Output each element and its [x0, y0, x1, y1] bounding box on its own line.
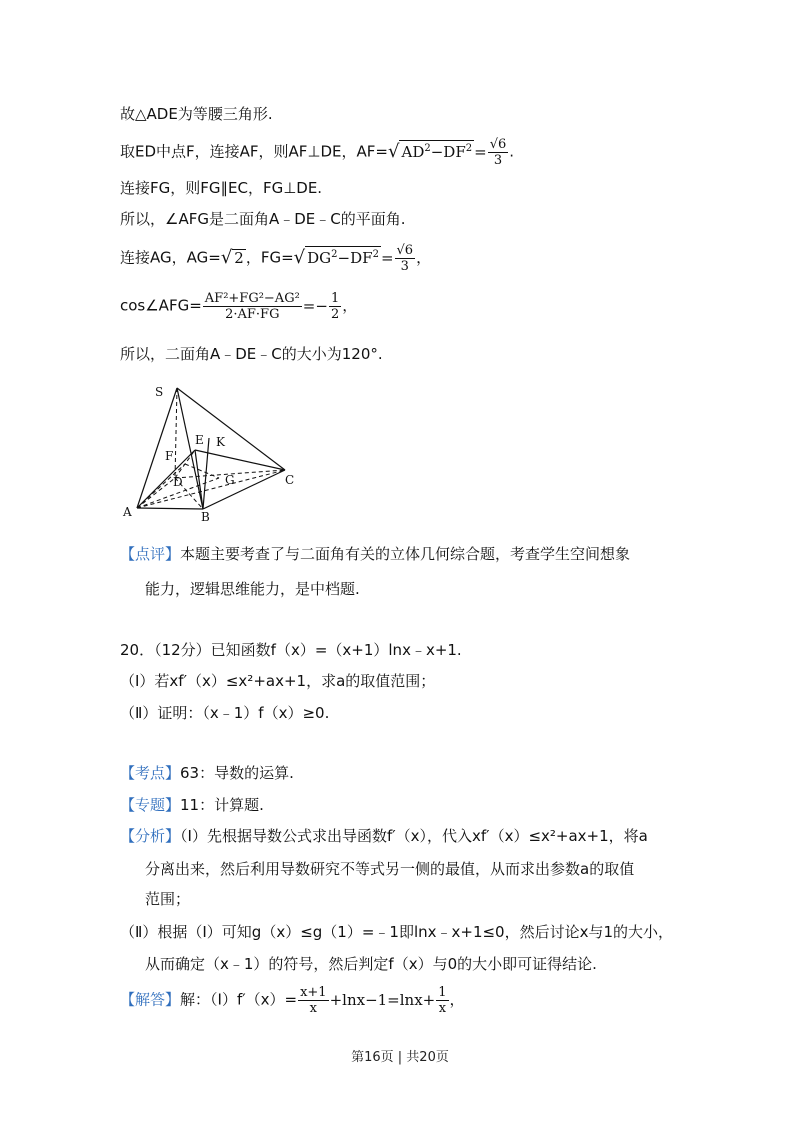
- jieda-text: 解：（Ⅰ）f′（x）=: [180, 990, 298, 1009]
- zhuanti-line: [120, 794, 264, 816]
- fraction-1-over-x: [436, 985, 448, 1016]
- fenxi-text-1: （Ⅰ）先根据导数公式求出导函数f′（x），代入xf′（x）≤x²+ax+1，将a: [180, 827, 648, 845]
- fraction-num: x+1: [300, 985, 327, 1000]
- text-line-2: [120, 137, 514, 168]
- edge-fg: [185, 464, 219, 478]
- comment-tag: 【点评】: [120, 545, 181, 563]
- label-k: K: [216, 435, 225, 449]
- rad-term-2: −DF: [337, 248, 373, 267]
- exp-2b: 2: [465, 142, 473, 154]
- fraction-den: 2·AF·FG: [225, 307, 280, 322]
- comment-text-1: 本题主要考查了与二面角有关的立体几何综合题，考查学生空间想象: [180, 545, 631, 563]
- label-s: S: [155, 385, 164, 399]
- equals: =: [474, 142, 487, 161]
- cos-text: cos∠AFG=: [120, 296, 202, 315]
- page-footer: 第16页 | 共20页: [351, 1050, 449, 1065]
- comma: ，: [342, 296, 358, 315]
- kaodian-text: 63：导数的运算.: [180, 764, 294, 782]
- edge-sa: [137, 388, 177, 508]
- radical-sign: √: [220, 246, 233, 268]
- label-g: G: [225, 473, 235, 487]
- fenxi-line-5: 从而确定（x﹣1）的符号，然后判定f（x）与0的大小即可证得结论.: [145, 955, 597, 973]
- label-f: F: [165, 449, 174, 463]
- comma: ，: [449, 990, 465, 1009]
- text-line-1: 故△ADE为等腰三角形.: [120, 105, 273, 123]
- jieda-tag: 【解答】: [120, 990, 181, 1009]
- label-d: D: [173, 475, 183, 489]
- text-line-7: 所以，二面角A﹣DE﹣C的大小为120°.: [120, 345, 383, 363]
- period: .: [509, 142, 515, 161]
- label-c: C: [285, 473, 295, 487]
- rad-term-1: AD: [401, 142, 425, 161]
- rad-term-2: −DF: [430, 142, 466, 161]
- problem-part-2: （Ⅱ）证明：（x﹣1）f（x）≥0.: [120, 704, 330, 722]
- fraction-den: x: [309, 1001, 317, 1016]
- edge-sb: [177, 388, 203, 509]
- kaodian-tag: 【考点】: [120, 764, 181, 782]
- label-b: B: [201, 510, 210, 524]
- edge-bc: [203, 470, 285, 509]
- zhuanti-tag: 【专题】: [120, 796, 181, 814]
- jieda-mid: +lnx−1=lnx+: [329, 990, 436, 1009]
- equals: =: [380, 248, 394, 267]
- fenxi-line-3: 范围；: [145, 890, 191, 908]
- ag-text: 连接AG，AG=: [120, 248, 221, 267]
- fenxi-tag: 【分析】: [120, 827, 181, 845]
- fraction-den: 3: [400, 259, 409, 274]
- fraction-num: √6: [396, 243, 414, 258]
- equals-minus: =−: [302, 296, 328, 315]
- edge-sd: [175, 388, 177, 478]
- text-line-4: 所以，∠AFG是二面角A﹣DE﹣C的平面角.: [120, 210, 406, 228]
- label-e: E: [195, 433, 204, 447]
- problem-part-1: （Ⅰ）若xf′（x）≤x²+ax+1，求a的取值范围；: [120, 672, 436, 690]
- fraction-num: AF²+FG²−AG²: [204, 291, 300, 306]
- fraction-num: √6: [489, 137, 507, 152]
- jieda-line: [120, 985, 465, 1016]
- fenxi-line-2: 分离出来，然后利用导数研究不等式另一侧的最值，从而求出参数a的取值: [145, 860, 635, 878]
- fraction-af: [488, 137, 509, 168]
- text-line-5: [120, 243, 431, 274]
- pyramid-figure: [115, 378, 315, 528]
- problem-title: 20．（12分）已知函数f（x）=（x+1）lnx﹣x+1.: [120, 641, 462, 659]
- fraction-num: 1: [330, 291, 340, 306]
- text-line-6: [120, 291, 357, 322]
- radical-sign: √: [293, 246, 306, 268]
- sqrt-2: 2: [234, 248, 244, 267]
- rad-term-1: DG: [307, 248, 332, 267]
- fraction-fg: [395, 243, 416, 274]
- radical-sign: √: [388, 140, 400, 162]
- exp-2b: 2: [372, 248, 379, 260]
- fraction-num: 1: [438, 985, 447, 1000]
- exp-2: 2: [424, 142, 431, 154]
- fraction-den: 3: [493, 153, 503, 168]
- text-line-3: 连接FG，则FG∥EC，FG⊥DE.: [120, 179, 323, 197]
- label-a: A: [123, 505, 132, 519]
- edge-ab: [137, 508, 203, 509]
- kaodian-line: [120, 762, 294, 784]
- fraction-cos: [203, 291, 302, 322]
- fg-text: ，FG=: [245, 248, 294, 267]
- zhuanti-text: 11：计算题.: [180, 796, 264, 814]
- fraction-half: [329, 291, 341, 322]
- edge-ad: [137, 478, 175, 508]
- fraction-xplus1-over-x: [298, 985, 329, 1016]
- comment-line-1: [120, 543, 630, 565]
- comma: ，: [416, 248, 432, 267]
- af-text: 取ED中点F，连接AF，则AF⊥DE，AF=: [120, 142, 388, 161]
- comment-line-2: 能力，逻辑思维能力，是中档题.: [145, 580, 360, 598]
- fraction-den: 2: [330, 307, 340, 322]
- fenxi-line-4: （Ⅱ）根据（Ⅰ）可知g（x）≤g（1）=﹣1即lnx﹣x+1≤0，然后讨论x与1的大小，: [120, 923, 674, 941]
- fraction-den: x: [438, 1001, 447, 1016]
- fenxi-line-1: [120, 825, 648, 847]
- exp-2: 2: [331, 248, 338, 260]
